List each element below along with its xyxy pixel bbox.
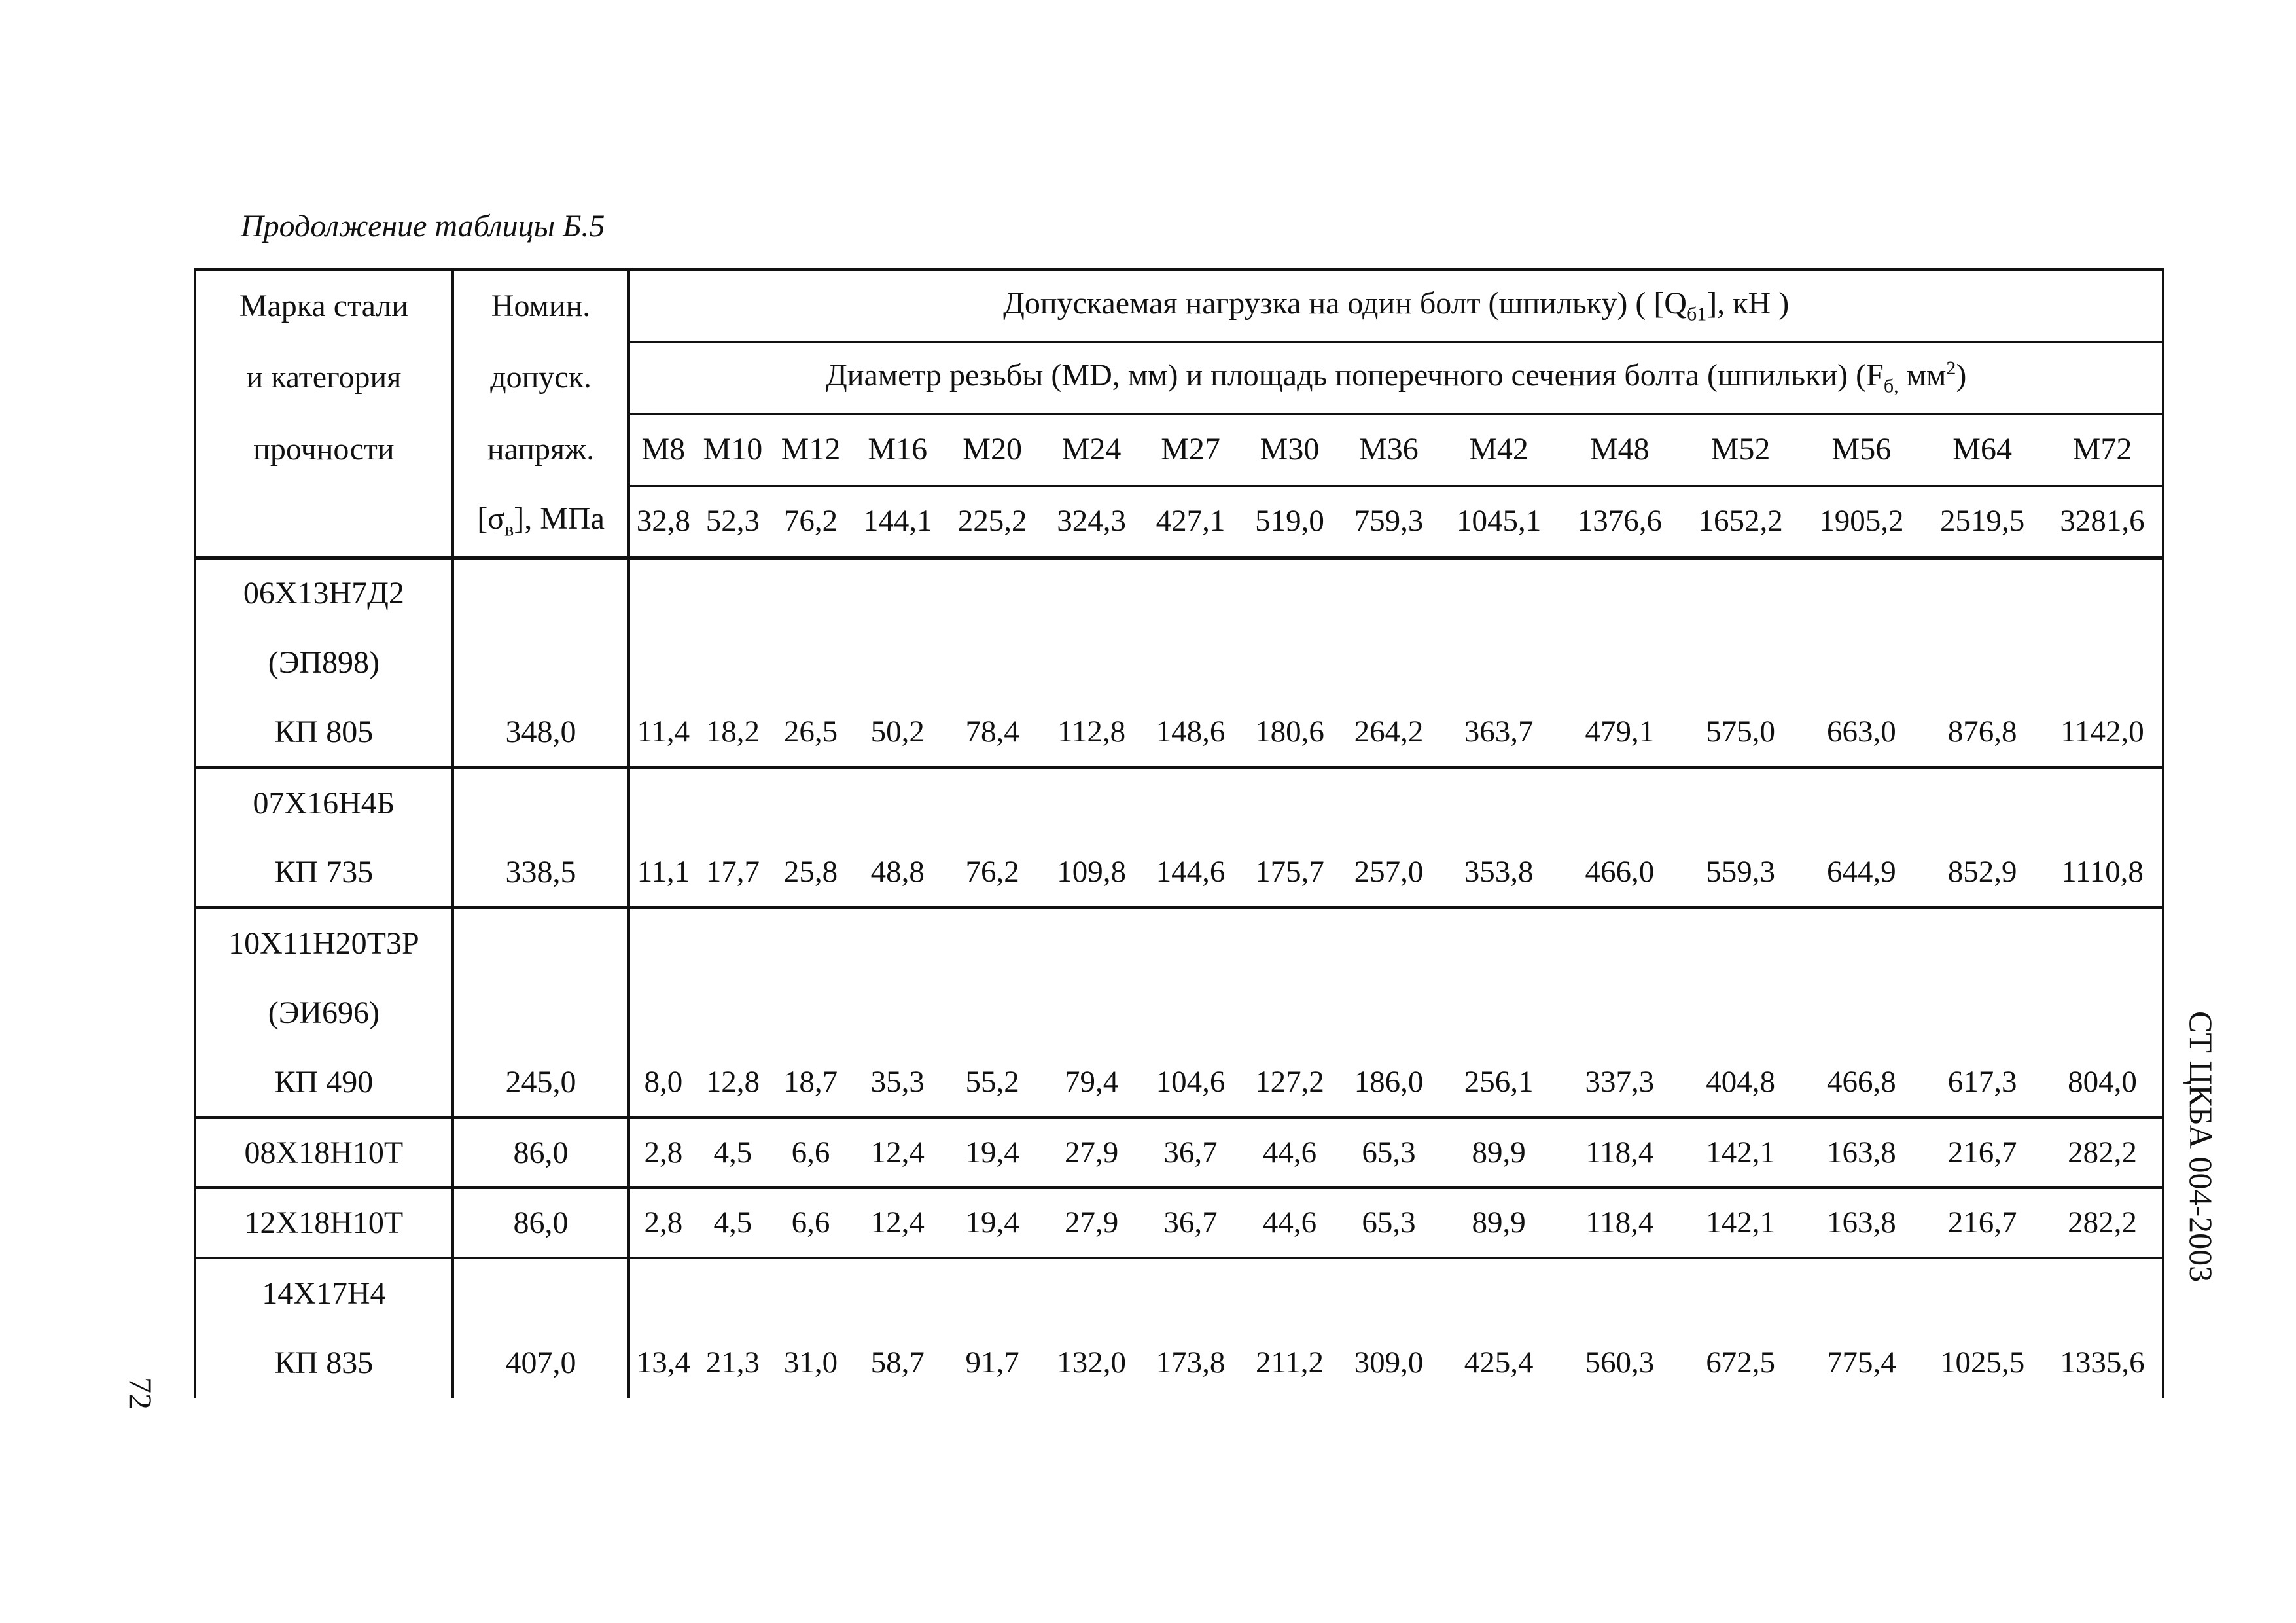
thread-size-header: М20 <box>943 414 1042 486</box>
load-value-cell <box>1680 908 1801 978</box>
load-value-cell <box>1559 908 1680 978</box>
load-value-cell <box>1438 978 1559 1048</box>
load-value-cell <box>943 768 1042 838</box>
load-value-cell <box>769 558 852 628</box>
load-value-cell: 11,4 <box>637 715 690 749</box>
load-value-cell <box>943 908 1042 978</box>
load-value-cell <box>1042 628 1140 698</box>
load-value-cell <box>1438 768 1559 838</box>
thread-size-header: М10 <box>696 414 769 486</box>
load-value-cell <box>943 1258 1042 1328</box>
load-value-cell <box>696 768 769 838</box>
steel-grade-cell: (ЭИ696) <box>195 978 453 1048</box>
header-stress-unit: $[\sigma_в]$, МПа <box>453 486 629 558</box>
load-value-cell: 19,4 <box>943 1188 1042 1258</box>
cross-section-area: 144,1 <box>853 486 943 558</box>
load-value-cell: 104,6 <box>1156 1065 1226 1099</box>
load-value-cell <box>2043 768 2163 838</box>
cross-section-area: 427,1 <box>1141 486 1240 558</box>
steel-grade-cell: 14Х17Н4 <box>195 1258 453 1328</box>
allowable-stress-cell: 338,5 <box>453 838 629 908</box>
load-value-cell: 175,7 <box>1255 855 1324 889</box>
load-value-cell <box>769 908 852 978</box>
load-value-cell <box>1922 768 2043 838</box>
load-value-cell: 282,2 <box>2043 1118 2163 1188</box>
table-row <box>195 1118 2163 1188</box>
load-value-cell <box>1922 1258 2043 1328</box>
load-value-cell: 44,6 <box>1240 1188 1339 1258</box>
load-value-cell: 4,5 <box>696 1188 769 1258</box>
cross-section-area: 225,2 <box>943 486 1042 558</box>
load-value-cell: 173,8 <box>1156 1346 1226 1380</box>
allowable-stress-cell <box>453 1258 629 1328</box>
cross-section-area: 759,3 <box>1339 486 1438 558</box>
load-value-cell: 363,7 <box>1464 715 1534 749</box>
load-value-cell: 112,8 <box>1057 715 1126 749</box>
allowable-stress-cell <box>453 768 629 838</box>
load-value-cell: 109,8 <box>1057 855 1126 889</box>
load-value-cell <box>1141 628 1240 698</box>
cross-section-area: 519,0 <box>1240 486 1339 558</box>
load-value-cell <box>1042 1258 1140 1328</box>
load-value-cell: 852,9 <box>1947 855 2017 889</box>
thread-size-header: М8 <box>629 414 696 486</box>
steel-grade-cell: КП 805 <box>195 698 453 768</box>
load-value-cell: 13,4 <box>636 1346 690 1380</box>
load-value-cell: 1335,6 <box>2043 1328 2163 1398</box>
header-steel-line-1: Марка стали <box>195 270 453 342</box>
load-value-cell: 404,8 <box>1706 1065 1775 1099</box>
load-value-cell <box>1680 978 1801 1048</box>
load-value-cell: 118,4 <box>1559 1188 1680 1258</box>
load-value-cell <box>696 978 769 1048</box>
load-value-cell: 50,2 <box>870 715 925 749</box>
allowable-stress-cell <box>453 628 629 698</box>
load-value-cell <box>1559 1258 1680 1328</box>
load-value-cell <box>1141 978 1240 1048</box>
thread-size-header: М24 <box>1042 414 1140 486</box>
load-value-cell <box>1042 768 1140 838</box>
load-value-cell <box>1339 558 1438 628</box>
load-value-cell <box>769 628 852 698</box>
load-value-cell: 216,7 <box>1922 1188 2043 1258</box>
load-value-cell: 4,5 <box>696 1118 769 1188</box>
load-value-cell: 425,4 <box>1464 1346 1534 1380</box>
load-value-cell <box>943 628 1042 698</box>
steel-grade-cell: (ЭП898) <box>195 628 453 698</box>
load-value-cell: 1142,0 <box>2043 698 2163 768</box>
load-value-cell: 163,8 <box>1801 1118 1922 1188</box>
header-stress-line-3: напряж. <box>453 414 629 486</box>
load-value-cell: 876,8 <box>1947 715 2017 749</box>
load-value-cell <box>1042 558 1140 628</box>
load-value-cell <box>1438 558 1559 628</box>
load-value-cell: 2,8 <box>629 1118 696 1188</box>
load-value-cell <box>943 558 1042 628</box>
allowable-stress-cell: 348,0 <box>453 698 629 768</box>
load-value-cell: 89,9 <box>1438 1188 1559 1258</box>
cross-section-area: 324,3 <box>1042 486 1140 558</box>
cross-section-area: 2519,5 <box>1922 486 2043 558</box>
load-value-cell: 26,5 <box>783 715 838 749</box>
load-value-cell: 144,6 <box>1156 855 1226 889</box>
load-value-cell <box>2043 1258 2163 1328</box>
load-value-cell <box>853 908 943 978</box>
load-value-cell: 58,7 <box>870 1346 925 1380</box>
load-value-cell <box>1240 558 1339 628</box>
load-value-cell: 6,6 <box>769 1188 852 1258</box>
load-value-cell <box>629 768 696 838</box>
load-value-cell <box>1559 978 1680 1048</box>
load-value-cell: 216,7 <box>1922 1118 2043 1188</box>
load-value-cell <box>1240 768 1339 838</box>
load-value-cell <box>1042 908 1140 978</box>
load-value-cell <box>1559 628 1680 698</box>
cross-section-area: 32,8 <box>629 486 696 558</box>
cross-section-area: 1652,2 <box>1680 486 1801 558</box>
load-value-cell: 466,8 <box>1826 1065 1896 1099</box>
load-value-cell <box>1339 768 1438 838</box>
load-value-cell: 118,4 <box>1559 1118 1680 1188</box>
load-value-cell: 31,0 <box>783 1346 838 1380</box>
bolt-load-table <box>194 268 2164 1398</box>
load-value-cell: 35,3 <box>870 1065 925 1099</box>
load-value-cell <box>2043 628 2163 698</box>
load-value-cell: 18,7 <box>783 1065 838 1099</box>
load-value-cell <box>1240 908 1339 978</box>
load-value-cell <box>1339 978 1438 1048</box>
thread-size-header: М56 <box>1801 414 1922 486</box>
load-value-cell: 257,0 <box>1354 855 1424 889</box>
table-row <box>195 1048 2163 1118</box>
load-value-cell: 264,2 <box>1354 715 1424 749</box>
allowable-stress-cell <box>453 908 629 978</box>
allowable-stress-cell: 86,0 <box>453 1188 629 1258</box>
load-value-cell <box>2043 908 2163 978</box>
thread-size-header: М12 <box>769 414 852 486</box>
header-steel-blank <box>195 486 453 558</box>
load-value-cell: 617,3 <box>1947 1065 2017 1099</box>
load-value-cell <box>1438 628 1559 698</box>
allowable-stress-cell: 407,0 <box>453 1328 629 1398</box>
load-value-cell: 282,2 <box>2043 1188 2163 1258</box>
load-value-cell <box>1922 558 2043 628</box>
header-load-title: Допускаемая нагрузка на один болт (шпильку) ( $[Q_{б1}]$, кН ) <box>629 270 2163 342</box>
load-value-cell <box>1680 628 1801 698</box>
load-value-cell: 17,7 <box>705 855 760 889</box>
load-value-cell: 76,2 <box>965 855 1019 889</box>
load-value-cell <box>1141 558 1240 628</box>
load-value-cell: 11,1 <box>637 855 690 889</box>
load-value-cell: 48,8 <box>870 855 925 889</box>
load-value-cell <box>1559 768 1680 838</box>
table-row <box>195 838 2163 908</box>
load-value-cell: 1025,5 <box>1940 1346 2025 1380</box>
load-value-cell: 89,9 <box>1438 1118 1559 1188</box>
load-value-cell <box>629 978 696 1048</box>
load-value-cell <box>1438 908 1559 978</box>
load-value-cell: 8,0 <box>644 1065 683 1099</box>
load-value-cell: 1110,8 <box>2043 838 2163 908</box>
load-value-cell: 36,7 <box>1141 1188 1240 1258</box>
cross-section-area: 1045,1 <box>1438 486 1559 558</box>
load-value-cell: 353,8 <box>1464 855 1534 889</box>
thread-size-header: М16 <box>853 414 943 486</box>
header-stress-line-2: допуск. <box>453 342 629 414</box>
header-steel-line-3: прочности <box>195 414 453 486</box>
allowable-stress-cell: 245,0 <box>453 1048 629 1118</box>
steel-grade-cell: 06Х13Н7Д2 <box>195 558 453 628</box>
load-value-cell <box>1801 558 1922 628</box>
load-value-cell <box>943 978 1042 1048</box>
load-value-cell <box>696 908 769 978</box>
page-number: 72 <box>122 1377 159 1410</box>
load-value-cell <box>2043 558 2163 628</box>
load-value-cell: 337,3 <box>1585 1065 1655 1099</box>
load-value-cell: 148,6 <box>1156 715 1226 749</box>
allowable-stress-cell <box>453 558 629 628</box>
table-row <box>195 698 2163 768</box>
load-value-cell <box>1922 978 2043 1048</box>
load-value-cell: 55,2 <box>965 1065 1019 1099</box>
load-value-cell <box>1680 1258 1801 1328</box>
table-row <box>195 1258 2163 1328</box>
header-steel-line-2: и категория <box>195 342 453 414</box>
thread-size-header: М48 <box>1559 414 1680 486</box>
load-value-cell <box>1559 558 1680 628</box>
load-value-cell <box>2043 978 2163 1048</box>
load-value-cell <box>1141 908 1240 978</box>
load-value-cell: 91,7 <box>965 1346 1019 1380</box>
load-value-cell: 25,8 <box>783 855 838 889</box>
load-value-cell <box>1801 908 1922 978</box>
header-stress-line-1: Номин. <box>453 270 629 342</box>
load-value-cell: 663,0 <box>1826 715 1896 749</box>
cross-section-area: 1905,2 <box>1801 486 1922 558</box>
load-value-cell: 775,4 <box>1826 1346 1896 1380</box>
table-row <box>195 768 2163 838</box>
load-value-cell: 44,6 <box>1240 1118 1339 1188</box>
load-value-cell <box>1339 908 1438 978</box>
load-value-cell: 19,4 <box>943 1118 1042 1188</box>
load-value-cell: 211,2 <box>1256 1346 1324 1380</box>
load-value-cell <box>629 1258 696 1328</box>
load-value-cell: 2,8 <box>629 1188 696 1258</box>
load-value-cell: 127,2 <box>1255 1065 1324 1099</box>
load-value-cell <box>629 558 696 628</box>
load-value-cell: 12,8 <box>705 1065 760 1099</box>
steel-grade-cell: КП 735 <box>195 838 453 908</box>
load-value-cell: 575,0 <box>1706 715 1775 749</box>
load-value-cell: 6,6 <box>769 1118 852 1188</box>
load-value-cell <box>1042 978 1140 1048</box>
steel-grade-cell: 12Х18Н10Т <box>195 1188 453 1258</box>
thread-size-header: М72 <box>2043 414 2163 486</box>
load-value-cell: 142,1 <box>1680 1188 1801 1258</box>
cross-section-area: 52,3 <box>696 486 769 558</box>
steel-grade-cell: 08Х18Н10Т <box>195 1118 453 1188</box>
load-value-cell: 12,4 <box>853 1188 943 1258</box>
table-row <box>195 1328 2163 1398</box>
load-value-cell <box>769 768 852 838</box>
load-value-cell <box>853 768 943 838</box>
cross-section-area: 1376,6 <box>1559 486 1680 558</box>
load-value-cell <box>853 628 943 698</box>
load-value-cell <box>696 1258 769 1328</box>
header-diameter-title: Диаметр резьбы (MD, мм) и площадь поперечного сечения болта (шпильки) ($F_{б,}$ $мм^2$) <box>629 342 2163 414</box>
table-row <box>195 978 2163 1048</box>
thread-size-header: М52 <box>1680 414 1801 486</box>
table-row <box>195 628 2163 698</box>
load-value-cell <box>1240 1258 1339 1328</box>
load-value-cell <box>1680 558 1801 628</box>
table-caption: Продолжение таблицы Б.5 <box>241 209 605 243</box>
load-value-cell <box>853 558 943 628</box>
allowable-stress-cell <box>453 978 629 1048</box>
load-value-cell: 142,1 <box>1680 1118 1801 1188</box>
steel-grade-cell: 10Х11Н20Т3Р <box>195 908 453 978</box>
load-value-cell <box>696 558 769 628</box>
load-value-cell <box>769 1258 852 1328</box>
load-value-cell: 132,0 <box>1057 1346 1126 1380</box>
load-value-cell <box>629 628 696 698</box>
thread-size-header: М64 <box>1922 414 2043 486</box>
load-value-cell <box>1922 628 2043 698</box>
load-value-cell: 559,3 <box>1706 855 1775 889</box>
load-value-cell: 309,0 <box>1354 1346 1424 1380</box>
load-value-cell: 186,0 <box>1354 1065 1424 1099</box>
load-value-cell <box>1240 978 1339 1048</box>
load-value-cell: 27,9 <box>1042 1118 1140 1188</box>
thread-size-header: М42 <box>1438 414 1559 486</box>
thread-size-header: М27 <box>1141 414 1240 486</box>
load-value-cell <box>1339 1258 1438 1328</box>
load-value-cell: 65,3 <box>1339 1118 1438 1188</box>
load-value-cell: 27,9 <box>1042 1188 1140 1258</box>
load-value-cell <box>1801 628 1922 698</box>
load-value-cell: 36,7 <box>1141 1118 1240 1188</box>
load-value-cell: 479,1 <box>1585 715 1655 749</box>
load-value-cell <box>1438 1258 1559 1328</box>
load-value-cell <box>1922 908 2043 978</box>
load-value-cell: 672,5 <box>1706 1346 1775 1380</box>
cross-section-area: 76,2 <box>769 486 852 558</box>
load-value-cell <box>769 978 852 1048</box>
table-row <box>195 558 2163 628</box>
load-value-cell: 256,1 <box>1464 1065 1534 1099</box>
load-value-cell <box>629 908 696 978</box>
load-value-cell <box>1801 1258 1922 1328</box>
load-value-cell: 163,8 <box>1801 1188 1922 1258</box>
table-row <box>195 1188 2163 1258</box>
allowable-stress-cell: 86,0 <box>453 1118 629 1188</box>
load-value-cell <box>696 628 769 698</box>
load-value-cell <box>1339 628 1438 698</box>
load-value-cell: 180,6 <box>1255 715 1324 749</box>
steel-grade-cell: КП 835 <box>195 1328 453 1398</box>
load-value-cell <box>853 1258 943 1328</box>
load-value-cell: 466,0 <box>1585 855 1655 889</box>
load-value-cell: 79,4 <box>1064 1065 1119 1099</box>
load-value-cell <box>1680 768 1801 838</box>
load-value-cell: 804,0 <box>2043 1048 2163 1118</box>
steel-grade-cell: 07Х16Н4Б <box>195 768 453 838</box>
cross-section-area: 3281,6 <box>2043 486 2163 558</box>
document-code: СТ ЦКБА 004-2003 <box>2183 1011 2219 1283</box>
table-row <box>195 908 2163 978</box>
load-value-cell: 18,2 <box>705 715 760 749</box>
load-value-cell <box>853 978 943 1048</box>
thread-size-header: М36 <box>1339 414 1438 486</box>
load-value-cell: 78,4 <box>965 715 1019 749</box>
load-value-cell: 644,9 <box>1826 855 1896 889</box>
load-value-cell: 12,4 <box>853 1118 943 1188</box>
load-value-cell: 65,3 <box>1339 1188 1438 1258</box>
load-value-cell <box>1801 978 1922 1048</box>
load-value-cell <box>1141 768 1240 838</box>
load-value-cell <box>1801 768 1922 838</box>
steel-grade-cell: КП 490 <box>195 1048 453 1118</box>
thread-size-header: М30 <box>1240 414 1339 486</box>
load-value-cell: 560,3 <box>1585 1346 1655 1380</box>
load-value-cell <box>1141 1258 1240 1328</box>
load-value-cell <box>1240 628 1339 698</box>
load-value-cell: 21,3 <box>705 1346 760 1380</box>
